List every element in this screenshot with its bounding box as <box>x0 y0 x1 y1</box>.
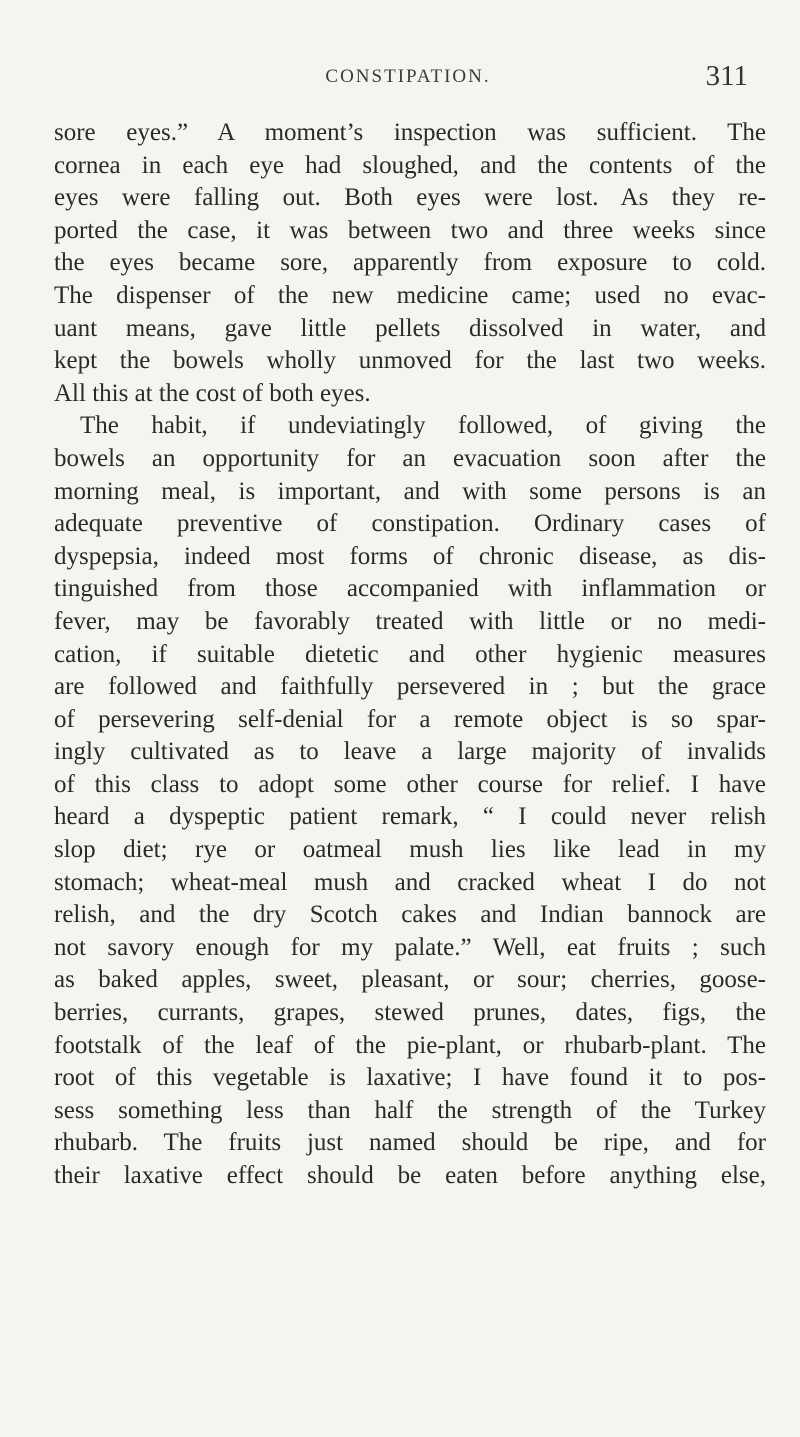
text-line: root of this vegetable is laxative; I have found it to pos- <box>54 1064 766 1092</box>
text-line: ingly cultivated as to leave a large majority of invalids <box>54 738 766 766</box>
text-line: not savory enough for my palate.” Well, eat fruits ; such <box>54 933 766 961</box>
text-line: cornea in each eye had sloughed, and the contents of the <box>54 151 766 179</box>
text-line: kept the bowels wholly unmoved for the last two weeks. <box>54 347 766 375</box>
text-line: eyes were falling out. Both eyes were lost. As they re- <box>54 184 766 212</box>
text-line: All this at the cost of both eyes. <box>54 379 371 407</box>
text-line: bowels an opportunity for an evacuation soon after the <box>54 444 766 472</box>
text-line: heard a dyspeptic patient remark, “ I could never relish <box>54 803 766 831</box>
text-line: uant means, gave little pellets dissolved in water, and <box>54 314 766 342</box>
text-line: their laxative effect should be eaten before anything else, <box>54 1162 766 1189</box>
text-line: tinguished from those accompanied with inflammation or <box>54 575 766 603</box>
text-line: stomach; wheat-meal mush and cracked wheat I do not <box>54 868 766 896</box>
text-line: The dispenser of the new medicine came; used no evac- <box>54 281 766 309</box>
text-line: sess something less than half the strength of the Turkey <box>54 1096 766 1124</box>
text-line: adequate preventive of constipation. Ordinary cases of <box>54 510 766 538</box>
text-line: as baked apples, sweet, pleasant, or sour; cherries, goose- <box>54 966 766 994</box>
text-line: rhubarb. The fruits just named should be ripe, and for <box>54 1129 766 1157</box>
text-line: fever, may be favorably treated with little or no medi- <box>54 607 766 635</box>
text-line: the eyes became sore, apparently from exposure to cold. <box>54 249 766 277</box>
text-line: morning meal, is important, and with some persons is an <box>54 477 766 505</box>
text-line: of this class to adopt some other course for relief. I have <box>54 770 766 798</box>
text-line: are followed and faithfully persevered in ; but the grace <box>54 673 766 701</box>
running-title: CONSTIPATION. <box>325 66 491 87</box>
running-head <box>54 60 762 100</box>
paragraph-start-line: The habit, if undeviatingly followed, of giving the <box>80 412 766 440</box>
text-line: relish, and the dry Scotch cakes and Indian bannock are <box>54 901 766 929</box>
text-line: sore eyes.” A moment’s inspection was sufficient. The <box>54 119 766 146</box>
text-line: cation, if suitable dietetic and other hygienic measures <box>54 640 766 668</box>
text-line: berries, currants, grapes, stewed prunes, dates, figs, the <box>54 999 766 1027</box>
text-line: footstalk of the leaf of the pie-plant, or rhubarb-plant. The <box>54 1031 766 1059</box>
text-line: ported the case, it was between two and three weeks since <box>54 216 766 244</box>
text-line: of persevering self-denial for a remote object is so spar- <box>54 705 766 733</box>
page-number: 311 <box>705 60 748 92</box>
text-line: dyspepsia, indeed most forms of chronic disease, as dis- <box>54 542 766 570</box>
text-line: slop diet; rye or oatmeal mush lies like lead in my <box>54 836 766 864</box>
body-text <box>54 117 766 1193</box>
